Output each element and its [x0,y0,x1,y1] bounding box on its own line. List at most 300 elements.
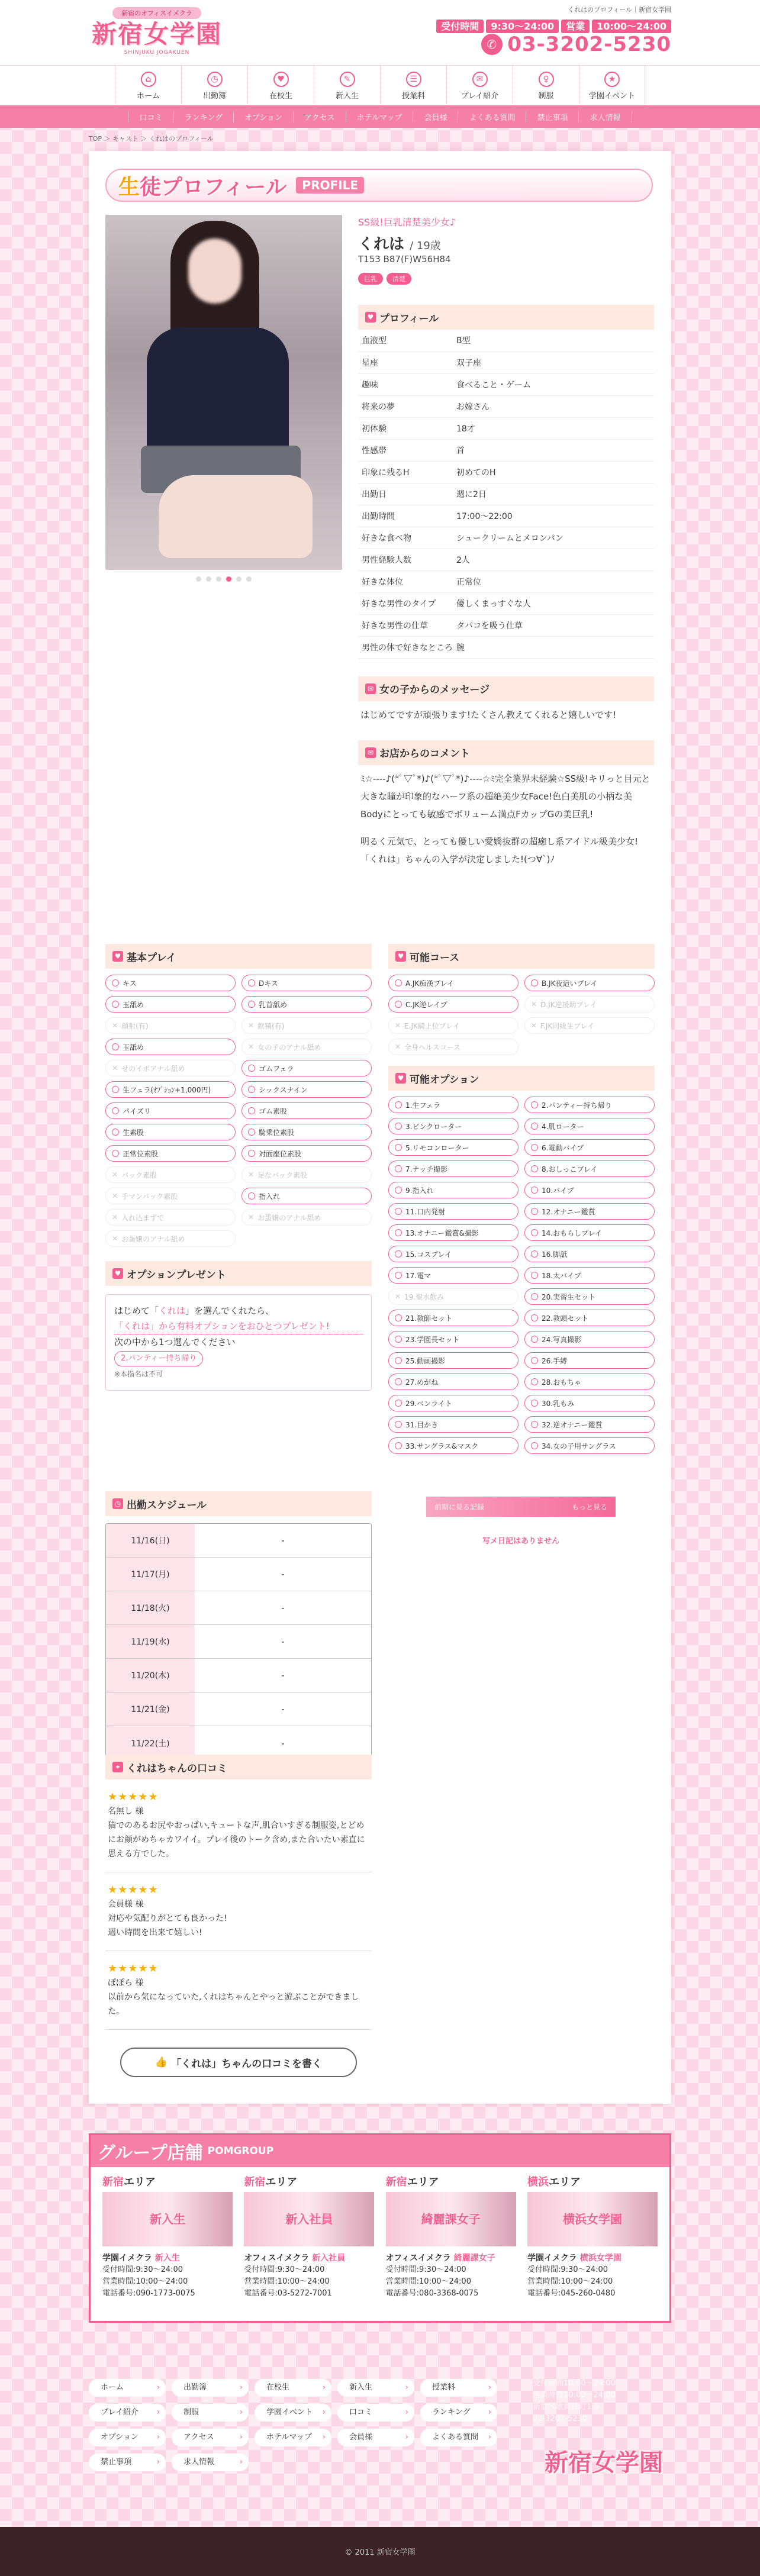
present-line3: 次の中から1つ選んでください [114,1337,236,1347]
cross-icon: ✕ [112,1213,118,1221]
diary-bar-left: 前期に見る記録 [434,1503,485,1511]
circle-icon [531,1378,538,1385]
circle-icon [395,1336,402,1343]
footer-link[interactable]: 禁止事項 › [89,2454,166,2471]
play-item-label: Dキス [259,979,279,988]
play-item-label: シックスナイン [259,1085,308,1094]
subnav-item[interactable]: ランキング [173,111,234,122]
nav-icon: ♥ [273,72,289,87]
footer-link[interactable]: プレイ紹介 › [89,2404,166,2422]
play-item-label: 25.動画撮影 [405,1356,446,1365]
play-item-unavailable [105,1017,236,1034]
play-item-unavailable [105,1188,236,1204]
schedule-date: 11/19(水) [106,1625,195,1658]
pager-dot[interactable] [246,576,252,582]
circle-icon [531,1187,538,1194]
circle-icon [395,1144,402,1151]
play-item [105,996,236,1013]
profile-value: 首 [453,439,654,461]
footer-link[interactable]: 新入生 › [337,2379,414,2397]
schedule-row [106,1692,371,1726]
subnav-item[interactable]: 口コミ [128,111,173,122]
play-item [524,1310,655,1326]
profile-key: 男性経験人数 [358,549,453,570]
section-course [388,944,655,969]
profile-row [358,352,654,373]
play-item-unavailable [241,1166,372,1183]
circle-icon [112,1107,119,1114]
cast-photo[interactable] [105,215,342,570]
profile-row [358,417,654,439]
circle-icon [531,1144,538,1151]
footer-link[interactable]: 求人情報 › [172,2454,249,2471]
play-item-label: せのイボアナル舐め [121,1064,185,1073]
play-item [524,1160,655,1177]
logo-name: 新宿女学園 [91,20,222,49]
shop-area [102,2177,233,2188]
shop-biz: 営業時間:10:00～24:00 [102,2277,188,2286]
footer [0,2361,760,2521]
play-item-label: 7.ナッチ撮影 [405,1165,448,1173]
circle-icon [531,1272,538,1279]
circle-icon [395,1123,402,1130]
cast-age: / 19歳 [410,240,441,252]
profile-row [358,461,654,483]
circle-icon [531,1357,538,1364]
play-item [241,996,372,1013]
nav-label: プレイ紹介 [460,92,499,101]
group-header [91,2135,669,2167]
play-item-label: 8.おしっこプレイ [542,1165,598,1173]
circle-icon [248,1001,255,1008]
shop-area-label: エリア [265,2176,298,2188]
circle-icon [531,1314,538,1321]
profile-key: 好きな男性の仕草 [358,614,453,636]
logo[interactable] [89,7,225,57]
nav-item[interactable] [579,66,645,105]
circle-icon [531,1208,538,1215]
shop-name [244,2252,374,2264]
play-item [241,1124,372,1140]
play-item [388,1437,519,1454]
play-item-label: 26.手縛 [542,1356,568,1365]
shop-banner[interactable]: 新入社員 [244,2192,374,2246]
footer-info-2: 営業時間10:00～24:00 [533,2391,616,2400]
profile-row [358,570,654,592]
play-item-label: 玉舐め [123,1000,144,1009]
play-item-label: 31.目かき [405,1420,439,1429]
section-profile-title: プロフィール [379,312,439,325]
shop-banner[interactable]: 新入生 [102,2192,233,2246]
shop-area-label: エリア [407,2176,439,2188]
footer-link[interactable]: 口コミ › [337,2404,414,2422]
play-item [105,1081,236,1098]
play-item [388,1416,519,1433]
shop-hours: 受付時間:9:30～24:00 [385,2265,466,2274]
page-title-ja [118,170,286,201]
play-item-label: E.JK騎上位プレイ [404,1021,460,1030]
nav-label: 授業料 [401,92,425,101]
header-top-text: くれはのプロフィール｜新宿女学園 [568,6,671,14]
play-item-label: 20.実習生セット [542,1292,596,1301]
pager-dot[interactable] [236,576,241,582]
footer-link[interactable]: 出勤簿 › [172,2379,249,2397]
review-item [105,1779,372,1872]
nav-label: ホーム [136,92,160,101]
circle-icon [531,1336,538,1343]
play-item [388,1118,519,1134]
diary-bar[interactable] [426,1497,616,1517]
play-item-label: A.JK痴漢プレイ [405,979,455,988]
play-item-label: パック素股 [121,1171,157,1179]
play-item [524,1224,655,1241]
play-item-label: 乳首舐め [259,1000,288,1009]
circle-icon [395,1250,402,1258]
subnav-item[interactable]: よくある質問 [458,111,526,122]
section-reviews [105,1755,372,1779]
play-item [524,1352,655,1369]
play-item-label: 顔射(有) [121,1021,149,1030]
review-list [105,1779,372,2030]
nav-icon: ★ [604,72,620,87]
thumb-icon: 👍 [154,2056,168,2068]
nav-item[interactable] [247,66,314,105]
circle-icon [112,979,119,986]
main-nav [0,65,760,105]
profile-value: 正常位 [453,570,654,592]
shop-name-text: 新入社員 [312,2253,346,2263]
nav-item[interactable] [181,66,247,105]
section-present [105,1261,372,1286]
circle-icon [395,1187,402,1194]
hours-label: 受付時間 [436,20,484,33]
circle-icon [112,1129,119,1136]
nav-icon: ✎ [340,72,355,87]
play-item-unavailable [105,1209,236,1226]
profile-key: 好きな男性のタイプ [358,592,453,614]
shop-comment: ﾐ☆----♪(*ﾟ▽ﾟ*)♪(*ﾟ▽ﾟ*)♪----☆ﾐ完全業界未経験☆SS級!キリっと目元と大きな瞳が印象的なハーフ系の超絶美少女Face!色白美肌の小柄な美Bodyにとっても敏感でボリューム満点FカップGの美巨乳! [360,773,650,820]
profile-key: 初体験 [358,417,453,439]
play-item-label: 27.めがね [405,1378,439,1387]
schedule-value: - [281,1670,285,1681]
shop-biz: 営業時間:10:00～24:00 [385,2277,471,2286]
footer-link[interactable]: よくある質問 › [420,2429,497,2446]
shop-name [527,2252,658,2264]
schedule-row [106,1625,371,1659]
profile-key: 星座 [358,352,453,373]
nav-item[interactable] [380,66,446,105]
play-item-unavailable [105,1060,236,1076]
play-item-label: 4.肌ローター [542,1122,584,1131]
schedule-date: 11/17(月) [106,1558,195,1591]
play-item-label: 指入れ [259,1192,281,1201]
review-item [105,1872,372,1951]
profile-key: 将来の夢 [358,395,453,417]
shop-banner[interactable]: 綺麗課女子 [386,2192,516,2246]
present-box [105,1294,372,1391]
profile-row [358,330,654,352]
footer-link[interactable]: 制服 › [172,2404,249,2422]
play-item-unavailable [388,1039,519,1055]
subnav-item[interactable]: ホテルマップ [346,111,413,122]
play-item [105,1039,236,1055]
profile-row [358,549,654,570]
play-item [524,1118,655,1134]
subnav-item[interactable]: 会員様 [413,111,458,122]
play-item [105,1102,236,1119]
profile-value: シュークリームとメロンパン [453,527,654,549]
cross-icon: ✕ [248,1043,255,1051]
logo-sub: SHINJUKU JOGAKUEN [124,50,190,56]
play-item-label: 9.指入れ [405,1186,434,1195]
shop-area-city: 新宿 [385,2176,407,2188]
shop-banner[interactable]: 横浜女学園 [527,2192,658,2246]
nav-label: 制服 [538,92,554,101]
play-item [105,1124,236,1140]
subnav-item[interactable]: アクセス [293,111,346,122]
cross-icon: ✕ [531,1021,537,1030]
pager-dot-active[interactable] [226,576,231,582]
footer-link[interactable]: 在校生 › [255,2379,331,2397]
profile-row [358,614,654,636]
profile-row [358,592,654,614]
circle-icon [395,1314,402,1321]
footer-links [89,2379,503,2471]
nav-icon: ✉ [472,72,488,87]
circle-icon [248,1192,255,1200]
tag-badge: 清楚 [387,273,411,285]
play-item-label: ゴム素股 [259,1107,288,1115]
pager-dot[interactable] [206,576,211,582]
circle-icon [248,979,255,986]
cross-icon: ✕ [112,1192,118,1200]
review-text: 対応や気配りがとても良かった! 週い時間を出来て嬉しい! [108,1914,227,1937]
play-item-label: 14.おもらしプレイ [542,1229,603,1237]
cast-size: T153 B87(F)W56H84 [358,254,451,265]
profile-value: 腕 [453,636,654,658]
section-message [358,676,654,701]
play-item-label: 32.逆オナニー鑑賞 [542,1420,603,1429]
pager-dot[interactable] [196,576,201,582]
section-reviews-title: くれはちゃんの口コミ [127,1762,227,1775]
nav-label: 新入生 [335,92,359,101]
tag-list [358,273,654,285]
shop-card[interactable] [244,2177,374,2300]
play-item-label: 15.コスプレイ [405,1250,452,1259]
cross-icon: ✕ [248,1213,255,1221]
circle-icon [112,1043,119,1050]
footer-link[interactable]: 学園イベント › [255,2404,331,2422]
schedule-row [106,1591,371,1625]
shop-card[interactable] [527,2177,658,2300]
footer-link[interactable]: アクセス › [172,2429,249,2446]
circle-icon [248,1086,255,1093]
shop-name-text: 綺麗課女子 [453,2253,495,2263]
present-line1 [114,1303,363,1318]
shop-area-label: エリア [548,2176,581,2188]
shop-hours: 受付時間:9:30～24:00 [102,2265,183,2274]
cast-name-text: くれは [358,236,405,253]
play-item [524,1182,655,1198]
subnav-item[interactable]: オプション [233,111,293,122]
tel-number: 03-3202-5230 [507,33,671,56]
nav-icon: ◷ [207,72,223,87]
write-review-label: 「くれは」ちゃんの口コミを書く [171,2058,323,2070]
footer-link[interactable]: ホテルマップ › [255,2429,331,2446]
play-item-label: D.JK逆援助プレイ [540,1000,597,1009]
photo-pager[interactable] [105,573,342,584]
play-item-label: 3.ピンクローター [405,1122,462,1131]
diary-empty: 写メ日記はありません [482,1537,559,1546]
diary-bar-right[interactable]: もっと見る [571,1503,607,1511]
profile-value: 初めてのH [453,461,654,483]
comment-icon: ✉ [365,747,376,758]
nav-item[interactable] [513,66,579,105]
pager-dot[interactable] [216,576,221,582]
play-item-label: 23.学園長セット [405,1335,460,1344]
profile-value: 優しくまっすぐな人 [453,592,654,614]
circle-icon [531,1229,538,1236]
nav-label: 学園イベント [588,92,635,101]
profile-value: タバコを吸う仕草 [453,614,654,636]
section-schedule-title: 出勤スケジュール [127,1499,207,1511]
review-stars: ★★★★★ [108,1962,159,1975]
play-item-label: 足なパック素股 [257,1171,308,1179]
circle-icon [248,1107,255,1114]
review-name: ぽぽら 様 [108,1978,144,1988]
play-item-label: 6.電動バイブ [542,1143,584,1152]
profile-row [358,395,654,417]
play-item-label: B.JK夜這いプレイ [542,979,598,988]
play-item-label: お蛋嬢のアナル舐め [121,1234,185,1243]
nav-icon: ♀ [539,72,554,87]
profile-value: B型 [453,330,654,352]
footer-link[interactable]: ランキング › [420,2404,497,2422]
circle-icon [531,1421,538,1428]
header [0,0,760,65]
play-item [388,1182,519,1198]
subnav-item[interactable]: 禁止事項 [526,111,578,122]
breadcrumb[interactable]: TOP ＞ キャスト ＞ くれはのプロフィール [89,135,214,143]
play-item-label: 16.脚舐 [542,1250,568,1259]
shop-card[interactable] [102,2177,233,2300]
circle-icon [248,1150,255,1157]
cross-icon: ✕ [395,1043,401,1051]
nav-item[interactable] [314,66,380,105]
play-item [388,1395,519,1411]
profile-value: お嫁さん [453,395,654,417]
section-comment-title: お店からのコメント [379,748,470,760]
shop-list [91,2167,669,2309]
profile-row [358,373,654,395]
title-first-char: 生 [118,175,140,199]
present-choice[interactable]: 2.パンティー持ち帰り [114,1351,203,1366]
play-item-unavailable [388,1288,519,1305]
nav-icon: ☰ [406,72,421,87]
play-item-label: 2.パンティー持ち帰り [542,1101,612,1110]
course-icon: ♥ [395,951,406,962]
shop-tel: 電話番号:03-5272-7001 [244,2289,332,2298]
section-basic-play-title: 基本プレイ [127,952,176,964]
play-item [388,1331,519,1347]
footer-link[interactable]: 会員様 › [337,2429,414,2446]
circle-icon [395,1378,402,1385]
section-profile [358,305,654,330]
footer-logo-name: 新宿女学園 [545,2449,663,2477]
play-item-label: 入れ込まずで [121,1213,165,1222]
circle-icon [248,1065,255,1072]
footer-info-4: 03-3202-5230 [533,2414,588,2423]
nav-item[interactable] [446,66,513,105]
shop-area-city: 新宿 [102,2176,124,2188]
schedule-row [106,1524,371,1558]
play-item [241,1145,372,1162]
tel-link[interactable] [481,33,671,56]
profile-icon: ♥ [365,312,376,323]
schedule-value: - [281,1535,285,1546]
hours-biz: 10:00～24:00 [592,20,671,33]
play-item-label: 13.オナニー鑑賞&撮影 [405,1229,479,1237]
footer-logo[interactable] [533,2444,675,2478]
play-item-label: 女の子のアナル舐め [257,1043,321,1052]
circle-icon [395,1101,402,1108]
footer-link[interactable]: ホーム › [89,2379,166,2397]
options-icon: ♥ [395,1073,406,1084]
section-options [388,1066,655,1091]
play-item-label: 12.オナニー鑑賞 [542,1207,595,1216]
circle-icon [531,979,538,986]
profile-key: 出勤時間 [358,505,453,527]
play-item-unavailable [524,996,655,1013]
nav-label: 在校生 [269,92,292,101]
photo-body [147,327,289,463]
play-item-label: 玉舐め [123,1043,144,1052]
play-item-label: キス [123,979,137,988]
footer-link[interactable]: オプション › [89,2429,166,2446]
play-item [388,1374,519,1390]
shop-area [244,2177,374,2188]
play-item [388,1352,519,1369]
basic-play-column [105,944,372,1391]
circle-icon [112,1150,119,1157]
title-rest: 徒プロフィール [140,175,287,199]
cross-icon: ✕ [395,1292,401,1301]
diary-column [426,1497,616,1546]
subnav-item[interactable]: 求人情報 [578,111,632,122]
play-item-label: 正常位素股 [123,1149,159,1158]
play-item-label: お蛋嬢のアナル舐め [257,1213,321,1222]
nav-item[interactable] [115,66,181,105]
circle-icon [531,1123,538,1130]
circle-icon [531,1293,538,1300]
present-line1c: 」を選んでくれたら、 [185,1305,275,1316]
footer-link[interactable]: 授業料 › [420,2379,497,2397]
review-name: 名無し 様 [108,1807,144,1816]
profile-value: 週に2日 [453,483,654,505]
play-item [524,1288,655,1305]
page-title-en: PROFILE [296,177,364,194]
write-review-button[interactable] [120,2048,357,2077]
shop-hours: 受付時間:9:30～24:00 [244,2265,325,2274]
hours [434,19,671,33]
circle-icon [395,1421,402,1428]
cross-icon: ✕ [112,1064,118,1072]
circle-icon [531,1442,538,1449]
play-item [241,1081,372,1098]
play-item-unavailable [241,1039,372,1055]
shop-card[interactable] [386,2177,516,2300]
circle-icon [531,1101,538,1108]
